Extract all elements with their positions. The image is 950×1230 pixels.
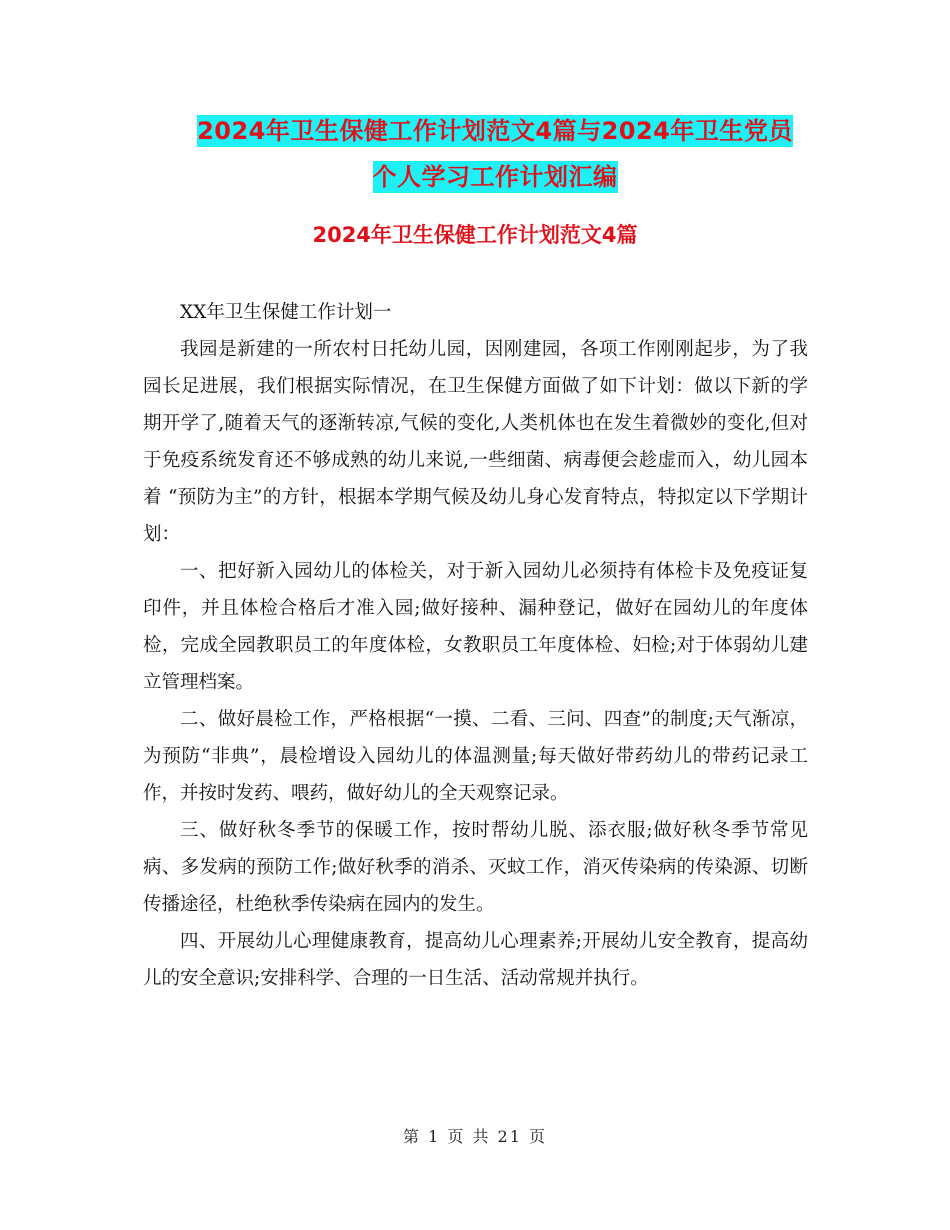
- document-body: [143, 294, 808, 997]
- paragraph-item-3: 三、做好秋冬季节的保暖工作，按时帮幼儿脱、添衣服;做好秋冬季节常见病、多发病的预防工作;做好秋季的消杀、灭蚊工作，消灭传染病的传染源、切断传播途径，杜绝秋季传染病在园内的发生。: [143, 820, 808, 915]
- section-heading: 2024年卫生保健工作计划范文4篇: [312, 223, 638, 247]
- paragraph-item-2: 二、做好晨检工作，严格根据“一摸、二看、三问、四查”的制度;天气渐凉，为预防“非典”，晨检增设入园幼儿的体温测量;每天做好带药幼儿的带药记录工作，并按时发药、喂药，做好幼儿的全天观察记录。: [143, 709, 808, 804]
- paragraph-item-4: 四、开展幼儿心理健康教育，提高幼儿心理素养;开展幼儿安全教育，提高幼儿的安全意识;安排科学、合理的一日生活、活动常规并执行。: [143, 931, 808, 989]
- paragraph-item-1: 一、把好新入园幼儿的体检关，对于新入园幼儿必须持有体检卡及免疫证复印件，并且体检合格后才准入园;做好接种、漏种登记，做好在园幼儿的年度体检，完成全园教职员工的年度体检，女教职员工年度体检、妇检;对于体弱幼儿建立管理档案。: [143, 561, 808, 693]
- page-number: 第 1 页 共 21 页: [403, 1127, 547, 1146]
- plan-heading: XX年卫生保健工作计划一: [180, 302, 392, 323]
- paragraph-intro: 我园是新建的一所农村日托幼儿园，因刚建园，各项工作刚刚起步，为了我园长足进展，我们根据实际情况，在卫生保健方面做了如下计划：做以下新的学期开学了,随着天气的逐渐转凉,气候的变化,人类机体也在发生着微妙的变化,但对于免疫系统发育还不够成熟的幼儿来说,一些细菌、病毒便会趁虚而入，幼儿园本着 “预防为主”的方针，根据本学期气候及幼儿身心发育特点，特拟定以下学期计划：: [143, 339, 808, 545]
- document-title: [145, 108, 845, 200]
- title-line-2: 个人学习工作计划汇编: [372, 163, 618, 191]
- title-line-1: 2024年卫生保健工作计划范文4篇与2024年卫生党员: [197, 117, 793, 145]
